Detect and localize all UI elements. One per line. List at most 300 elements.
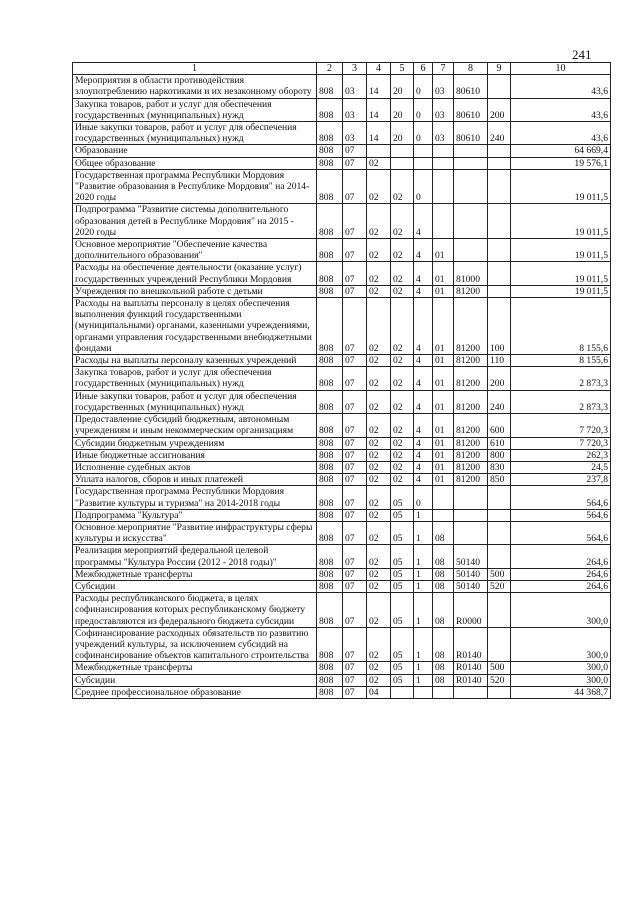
code-cell: 808 [317, 239, 343, 262]
code-cell [433, 686, 454, 698]
code-cell: 02 [367, 285, 391, 297]
code-cell: R0000 [454, 593, 488, 628]
code-cell: 02 [391, 262, 414, 285]
code-cell: 1 [414, 662, 433, 674]
code-cell [488, 262, 511, 285]
code-cell: 07 [343, 239, 367, 262]
amount-cell: 7 720,3 [511, 414, 611, 437]
header-cell: 10 [511, 63, 611, 75]
code-cell: 81200 [454, 355, 488, 367]
code-cell: 07 [343, 627, 367, 662]
amount-cell: 19 011,5 [511, 285, 611, 297]
code-cell: 07 [343, 486, 367, 509]
code-cell: 07 [343, 545, 367, 568]
code-cell: 01 [433, 285, 454, 297]
code-cell: 02 [391, 367, 414, 390]
header-cell: 9 [488, 63, 511, 75]
code-cell: 600 [488, 414, 511, 437]
row-name: Межбюджетные трансферты [73, 568, 317, 580]
code-cell: 08 [433, 593, 454, 628]
code-cell: 07 [343, 568, 367, 580]
amount-cell: 19 576,1 [511, 157, 611, 169]
code-cell [454, 169, 488, 204]
code-cell: 808 [317, 390, 343, 413]
code-cell: 0 [414, 98, 433, 121]
code-cell [488, 627, 511, 662]
code-cell: 14 [367, 75, 391, 98]
code-cell: 808 [317, 580, 343, 592]
code-cell: 50140 [454, 580, 488, 592]
table-row [73, 98, 611, 121]
code-cell: 02 [367, 545, 391, 568]
code-cell: 1 [414, 509, 433, 521]
amount-cell: 19 011,5 [511, 204, 611, 239]
code-cell [488, 521, 511, 544]
table-row [73, 662, 611, 674]
row-name: Расходы республиканского бюджета, в целях софинансирования которых республиканскому бюджету предоставляются из федерального бюджета субсидии [73, 593, 317, 628]
code-cell [488, 593, 511, 628]
code-cell [433, 169, 454, 204]
code-cell [433, 145, 454, 157]
code-cell [433, 509, 454, 521]
code-cell: 800 [488, 449, 511, 461]
code-cell: R0140 [454, 674, 488, 686]
row-name: Государственная программа Республики Мордовия "Развитие образования в Республике Мордовия" на 2014-2020 годы [73, 169, 317, 204]
code-cell: 02 [367, 262, 391, 285]
code-cell: 808 [317, 122, 343, 145]
header-cell: 2 [317, 63, 343, 75]
code-cell: 808 [317, 285, 343, 297]
code-cell: 81200 [454, 414, 488, 437]
code-cell: 808 [317, 367, 343, 390]
code-cell: 808 [317, 662, 343, 674]
amount-cell: 8 155,6 [511, 355, 611, 367]
amount-cell: 43,6 [511, 75, 611, 98]
code-cell: 08 [433, 568, 454, 580]
code-cell: 02 [367, 593, 391, 628]
code-cell [488, 285, 511, 297]
row-name: Иные закупки товаров, работ и услуг для обеспечения государственных (муниципальных) нужд [73, 122, 317, 145]
code-cell: 02 [391, 390, 414, 413]
code-cell: 4 [414, 474, 433, 486]
row-name: Софинансирование расходных обязательств по развитию учреждений культуры, за исключением субсидий на софинансирование объектов капитального строительства [73, 627, 317, 662]
table-row [73, 145, 611, 157]
code-cell: 80610 [454, 98, 488, 121]
code-cell: 02 [367, 437, 391, 449]
code-cell: 03 [433, 122, 454, 145]
table-row [73, 486, 611, 509]
table-row [73, 298, 611, 355]
row-name: Исполнение судебных актов [73, 461, 317, 473]
code-cell: 08 [433, 580, 454, 592]
code-cell [488, 509, 511, 521]
code-cell: 02 [367, 169, 391, 204]
code-cell: 20 [391, 75, 414, 98]
code-cell: 4 [414, 355, 433, 367]
code-cell: 81200 [454, 285, 488, 297]
row-name: Межбюджетные трансферты [73, 662, 317, 674]
code-cell: 808 [317, 568, 343, 580]
amount-cell: 19 011,5 [511, 262, 611, 285]
code-cell [391, 157, 414, 169]
code-cell: 02 [367, 474, 391, 486]
code-cell: 02 [367, 486, 391, 509]
code-cell: 02 [367, 298, 391, 355]
code-cell: 02 [367, 414, 391, 437]
code-cell: 07 [343, 580, 367, 592]
amount-cell: 44 368,7 [511, 686, 611, 698]
row-name: Уплата налогов, сборов и иных платежей [73, 474, 317, 486]
table-row [73, 461, 611, 473]
code-cell: 4 [414, 204, 433, 239]
code-cell: 07 [343, 390, 367, 413]
code-cell: 81200 [454, 474, 488, 486]
code-cell: 808 [317, 298, 343, 355]
code-cell: 07 [343, 298, 367, 355]
code-cell: 08 [433, 627, 454, 662]
amount-cell: 300,0 [511, 662, 611, 674]
code-cell: 808 [317, 486, 343, 509]
code-cell: 808 [317, 521, 343, 544]
code-cell: 02 [367, 580, 391, 592]
code-cell [433, 486, 454, 509]
code-cell: 20 [391, 98, 414, 121]
row-name: Учреждения по внешкольной работе с детьми [73, 285, 317, 297]
row-name: Государственная программа Республики Мордовия "Развитие культуры и туризма" на 2014-2018 годы [73, 486, 317, 509]
code-cell: 07 [343, 355, 367, 367]
code-cell: 07 [343, 414, 367, 437]
table-row [73, 627, 611, 662]
row-name: Закупка товаров, работ и услуг для обеспечения государственных (муниципальных) нужд [73, 98, 317, 121]
code-cell: 808 [317, 98, 343, 121]
code-cell: 02 [367, 509, 391, 521]
amount-cell: 24,5 [511, 461, 611, 473]
code-cell: 808 [317, 414, 343, 437]
row-name: Субсидии бюджетным учреждениям [73, 437, 317, 449]
code-cell: 100 [488, 298, 511, 355]
amount-cell: 19 011,5 [511, 239, 611, 262]
amount-cell: 300,0 [511, 674, 611, 686]
code-cell: 02 [367, 674, 391, 686]
code-cell: 4 [414, 298, 433, 355]
row-name: Реализация мероприятий федеральной целевой программы "Культура России (2012 - 2018 годы)" [73, 545, 317, 568]
code-cell [454, 486, 488, 509]
code-cell [454, 145, 488, 157]
row-name: Предоставление субсидий бюджетным, автономным учреждениям и иным некоммерческим организациям [73, 414, 317, 437]
code-cell: 240 [488, 122, 511, 145]
table-row [73, 474, 611, 486]
code-cell: 08 [433, 674, 454, 686]
code-cell: 1 [414, 627, 433, 662]
row-name: Подпрограмма "Культура" [73, 509, 317, 521]
code-cell [454, 239, 488, 262]
code-cell: 808 [317, 674, 343, 686]
table-row [73, 593, 611, 628]
code-cell: 02 [391, 204, 414, 239]
code-cell: 81000 [454, 262, 488, 285]
code-cell [488, 157, 511, 169]
code-cell: 500 [488, 662, 511, 674]
code-cell: 1 [414, 521, 433, 544]
header-cell: 7 [433, 63, 454, 75]
code-cell: 07 [343, 145, 367, 157]
table-row [73, 122, 611, 145]
code-cell: 02 [391, 437, 414, 449]
table-row [73, 674, 611, 686]
amount-cell: 64 669,4 [511, 145, 611, 157]
code-cell: 02 [391, 169, 414, 204]
code-cell: 81200 [454, 449, 488, 461]
code-cell: 05 [391, 674, 414, 686]
code-cell: 05 [391, 627, 414, 662]
code-cell: 07 [343, 204, 367, 239]
code-cell [433, 157, 454, 169]
code-cell [367, 145, 391, 157]
code-cell: 520 [488, 580, 511, 592]
amount-cell: 564,6 [511, 521, 611, 544]
code-cell: 1 [414, 593, 433, 628]
code-cell: 1 [414, 580, 433, 592]
code-cell: 110 [488, 355, 511, 367]
code-cell: 07 [343, 437, 367, 449]
row-name: Расходы на выплаты персоналу казенных учреждений [73, 355, 317, 367]
code-cell [414, 157, 433, 169]
header-row [73, 63, 611, 75]
code-cell: 07 [343, 262, 367, 285]
code-cell: 05 [391, 568, 414, 580]
code-cell: 01 [433, 474, 454, 486]
code-cell: 04 [367, 686, 391, 698]
header-cell: 8 [454, 63, 488, 75]
code-cell: 520 [488, 674, 511, 686]
amount-cell: 564,6 [511, 486, 611, 509]
row-name: Основное мероприятие "Развитие инфраструктуры сферы культуры и искусства" [73, 521, 317, 544]
code-cell: 02 [367, 449, 391, 461]
row-name: Образование [73, 145, 317, 157]
code-cell: 808 [317, 204, 343, 239]
code-cell: 03 [433, 98, 454, 121]
code-cell: 808 [317, 437, 343, 449]
code-cell: 02 [367, 204, 391, 239]
row-name: Расходы на обеспечение деятельности (оказание услуг) государственных учреждений Республики Мордовия [73, 262, 317, 285]
code-cell: 81200 [454, 298, 488, 355]
code-cell: 01 [433, 461, 454, 473]
code-cell: 0 [414, 75, 433, 98]
header-cell: 5 [391, 63, 414, 75]
code-cell: 01 [433, 390, 454, 413]
code-cell: 14 [367, 122, 391, 145]
code-cell: 07 [343, 674, 367, 686]
code-cell [454, 157, 488, 169]
code-cell: 4 [414, 262, 433, 285]
code-cell [488, 486, 511, 509]
table-row [73, 262, 611, 285]
header-cell: 3 [343, 63, 367, 75]
code-cell: 830 [488, 461, 511, 473]
code-cell: 02 [367, 461, 391, 473]
code-cell: 4 [414, 285, 433, 297]
code-cell: 4 [414, 461, 433, 473]
code-cell: R0140 [454, 627, 488, 662]
row-name: Иные закупки товаров, работ и услуг для обеспечения государственных (муниципальных) нужд [73, 390, 317, 413]
table-row [73, 580, 611, 592]
table-row [73, 449, 611, 461]
code-cell: 808 [317, 686, 343, 698]
row-name: Иные бюджетные ассигнования [73, 449, 317, 461]
code-cell: 05 [391, 593, 414, 628]
code-cell: 81200 [454, 461, 488, 473]
code-cell [488, 145, 511, 157]
code-cell: 02 [367, 662, 391, 674]
code-cell: 200 [488, 98, 511, 121]
code-cell: 4 [414, 437, 433, 449]
code-cell: 02 [391, 461, 414, 473]
code-cell: 808 [317, 461, 343, 473]
code-cell: 20 [391, 122, 414, 145]
code-cell: 01 [433, 449, 454, 461]
code-cell: 08 [433, 521, 454, 544]
code-cell: 808 [317, 509, 343, 521]
code-cell: 05 [391, 521, 414, 544]
code-cell [433, 204, 454, 239]
code-cell: 01 [433, 262, 454, 285]
table-row [73, 686, 611, 698]
row-name: Закупка товаров, работ и услуг для обеспечения государственных (муниципальных) нужд [73, 367, 317, 390]
code-cell: 07 [343, 169, 367, 204]
code-cell: 03 [343, 122, 367, 145]
code-cell: 07 [343, 521, 367, 544]
code-cell [488, 239, 511, 262]
table-row [73, 509, 611, 521]
code-cell: 500 [488, 568, 511, 580]
code-cell: 14 [367, 98, 391, 121]
code-cell: 07 [343, 593, 367, 628]
table-row [73, 521, 611, 544]
code-cell: 4 [414, 239, 433, 262]
code-cell: 808 [317, 75, 343, 98]
code-cell [391, 686, 414, 698]
amount-cell: 2 873,3 [511, 390, 611, 413]
amount-cell: 564,6 [511, 509, 611, 521]
amount-cell: 237,8 [511, 474, 611, 486]
code-cell: 03 [343, 75, 367, 98]
code-cell: 808 [317, 262, 343, 285]
code-cell: 240 [488, 390, 511, 413]
code-cell: 07 [343, 461, 367, 473]
amount-cell: 262,3 [511, 449, 611, 461]
table-row [73, 204, 611, 239]
code-cell: 02 [391, 474, 414, 486]
code-cell: R0140 [454, 662, 488, 674]
code-cell: 808 [317, 157, 343, 169]
code-cell: 02 [391, 298, 414, 355]
row-name: Подпрограмма "Развитие системы дополнительного образования детей в Республике Мордовия" на 2015 - 2020 годы [73, 204, 317, 239]
code-cell [488, 545, 511, 568]
code-cell [488, 75, 511, 98]
table-row [73, 285, 611, 297]
header-cell: 1 [73, 63, 317, 75]
code-cell: 4 [414, 367, 433, 390]
code-cell [414, 145, 433, 157]
budget-table [72, 62, 611, 699]
code-cell: 808 [317, 593, 343, 628]
code-cell: 08 [433, 545, 454, 568]
row-name: Среднее профессиональное образование [73, 686, 317, 698]
code-cell: 01 [433, 239, 454, 262]
code-cell [488, 204, 511, 239]
code-cell: 850 [488, 474, 511, 486]
code-cell: 1 [414, 545, 433, 568]
code-cell [488, 686, 511, 698]
row-name: Основное мероприятие "Обеспечение качества дополнительного образования" [73, 239, 317, 262]
code-cell: 07 [343, 662, 367, 674]
code-cell: 05 [391, 580, 414, 592]
code-cell [488, 169, 511, 204]
code-cell: 50140 [454, 568, 488, 580]
amount-cell: 2 873,3 [511, 367, 611, 390]
code-cell: 05 [391, 545, 414, 568]
code-cell: 808 [317, 545, 343, 568]
code-cell: 03 [433, 75, 454, 98]
code-cell: 0 [414, 122, 433, 145]
code-cell [414, 686, 433, 698]
code-cell: 1 [414, 674, 433, 686]
code-cell: 03 [343, 98, 367, 121]
code-cell: 07 [343, 449, 367, 461]
amount-cell: 8 155,6 [511, 298, 611, 355]
code-cell: 07 [343, 285, 367, 297]
code-cell [454, 204, 488, 239]
code-cell: 01 [433, 437, 454, 449]
code-cell: 01 [433, 367, 454, 390]
code-cell [454, 686, 488, 698]
amount-cell: 43,6 [511, 122, 611, 145]
code-cell: 08 [433, 662, 454, 674]
amount-cell: 300,0 [511, 627, 611, 662]
amount-cell: 19 011,5 [511, 169, 611, 204]
code-cell: 02 [391, 355, 414, 367]
table-row [73, 545, 611, 568]
code-cell: 07 [343, 686, 367, 698]
code-cell: 02 [367, 157, 391, 169]
code-cell: 1 [414, 568, 433, 580]
code-cell: 02 [391, 285, 414, 297]
code-cell: 808 [317, 169, 343, 204]
code-cell: 02 [367, 390, 391, 413]
code-cell: 01 [433, 298, 454, 355]
code-cell: 4 [414, 414, 433, 437]
header-cell: 6 [414, 63, 433, 75]
table-row [73, 414, 611, 437]
code-cell: 02 [367, 355, 391, 367]
code-cell: 01 [433, 355, 454, 367]
amount-cell: 264,6 [511, 580, 611, 592]
table-row [73, 239, 611, 262]
amount-cell: 7 720,3 [511, 437, 611, 449]
code-cell: 07 [343, 509, 367, 521]
table-row [73, 390, 611, 413]
code-cell: 81200 [454, 437, 488, 449]
row-name: Мероприятия в области противодействия злоупотреблению наркотиками и их незаконному обороту [73, 75, 317, 98]
table-row [73, 437, 611, 449]
table-row [73, 367, 611, 390]
code-cell: 05 [391, 486, 414, 509]
code-cell: 4 [414, 390, 433, 413]
code-cell: 808 [317, 474, 343, 486]
code-cell: 4 [414, 449, 433, 461]
table-row [73, 355, 611, 367]
code-cell: 0 [414, 486, 433, 509]
